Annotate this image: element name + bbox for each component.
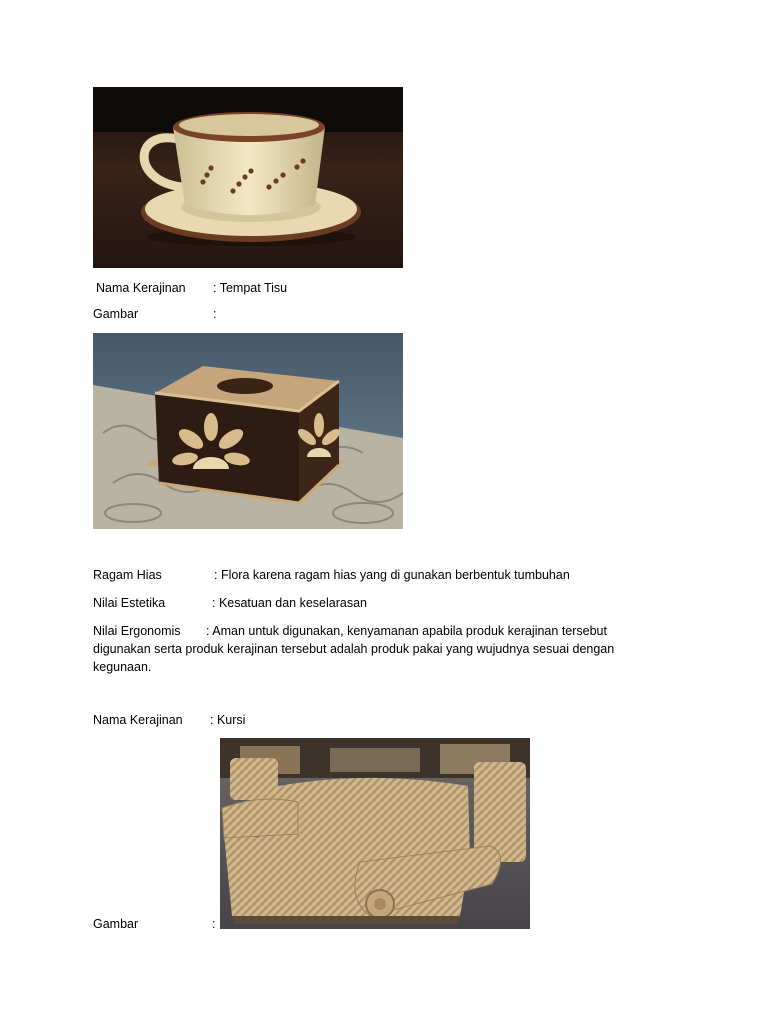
ornament-value: : Flora karena ragam hias yang di gunakan berbentuk tumbuhan	[214, 568, 570, 582]
tissue-name-value: : Tempat Tisu	[213, 281, 288, 295]
chair-name-label: Nama Kerajinan	[93, 713, 183, 727]
tissue-name-label: Nama Kerajinan	[96, 281, 186, 295]
ergonomic-label: Nilai Ergonomis	[93, 624, 181, 638]
ergonomic-value: : Aman untuk digunakan, kenyamanan apabila produk kerajinan tersebut digunakan serta produk kerajinan tersebut adalah produk pakai yang wujudnya sesuai dengan kegunaan.	[93, 624, 615, 674]
ornament-label: Ragam Hias	[93, 568, 162, 582]
aesthetic-label: Nilai Estetika	[93, 596, 166, 610]
tissue-image-colon: :	[213, 307, 217, 321]
chair-image-label: Gambar	[93, 917, 139, 931]
chair-name-value: : Kursi	[210, 713, 246, 727]
ergonomic-paragraph	[93, 622, 653, 676]
cup-photo	[93, 87, 403, 268]
chair-image-colon: :	[212, 917, 216, 931]
tissue-box-photo	[93, 333, 403, 529]
chair-photo	[220, 738, 530, 929]
aesthetic-value: : Kesatuan dan keselarasan	[212, 596, 367, 610]
tissue-image-label: Gambar	[93, 307, 139, 321]
